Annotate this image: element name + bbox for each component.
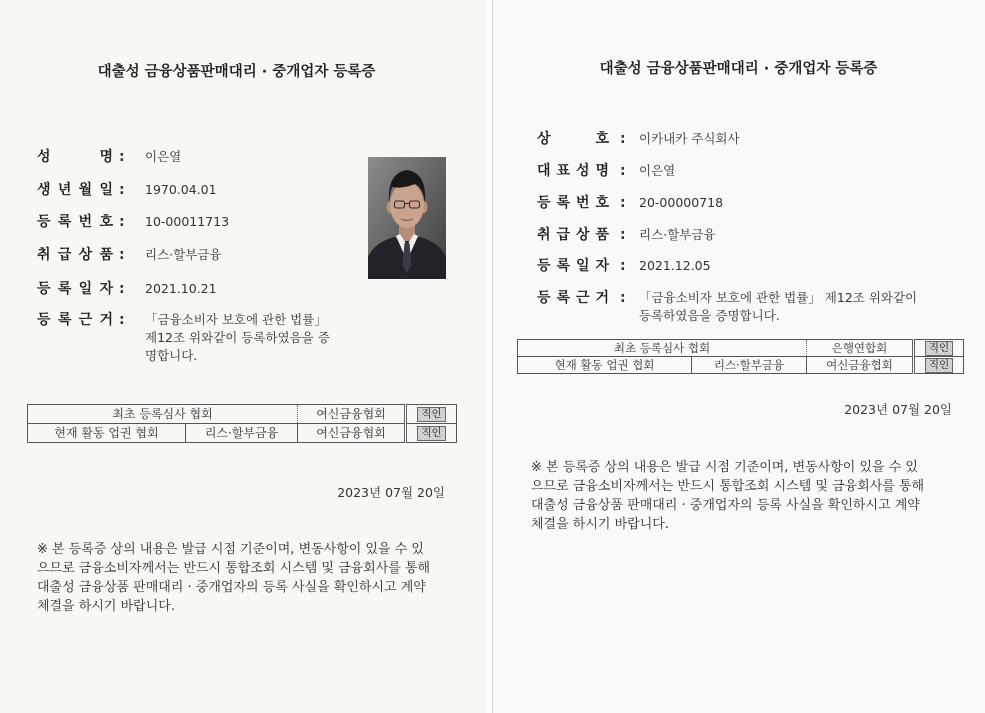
field-value xyxy=(145,311,330,365)
label-char: 생 xyxy=(37,182,51,198)
field-colon: : xyxy=(620,163,626,179)
field-value: 리스·할부금융 xyxy=(145,247,222,262)
field-registration-number xyxy=(493,193,985,213)
field-label xyxy=(537,129,609,149)
notice-line: ※ 본 등록증 상의 내용은 발급 시점 기준이며, 변동사항이 있을 수 있 xyxy=(37,542,424,557)
label-char: 록 xyxy=(556,290,571,306)
label-char: 자 xyxy=(99,281,113,297)
label-char: 월 xyxy=(78,182,93,198)
label-char: 등 xyxy=(37,312,51,328)
seal-cell xyxy=(406,405,457,424)
current-association: 여신금융협회 xyxy=(807,357,914,374)
notice-line: 으므로 금융소비자께서는 반드시 통합조회 시스템 및 금융회사를 통해 xyxy=(37,561,431,576)
seal-cell xyxy=(406,424,457,443)
label-char: 록 xyxy=(556,195,571,211)
initial-review-association: 은행연합회 xyxy=(807,340,914,357)
notice-line: 으므로 금융소비자께서는 반드시 통합조회 시스템 및 금융회사를 통해 xyxy=(531,479,925,494)
issue-date: 2023년 07월 20일 xyxy=(337,485,445,500)
field-label xyxy=(37,245,113,265)
field-representative xyxy=(493,161,985,181)
label-char: 호 xyxy=(99,214,113,230)
label-char: 자 xyxy=(595,258,609,274)
field-value: 리스·할부금융 xyxy=(639,227,716,242)
initial-review-row xyxy=(518,340,964,357)
field-label xyxy=(37,310,113,330)
field-label xyxy=(37,147,113,167)
certificate-corporate xyxy=(492,0,985,713)
notice xyxy=(37,540,477,616)
field-colon: : xyxy=(119,281,125,297)
value-line: 제12조 위와같이 등록하였음을 증 xyxy=(145,330,330,345)
label-char: 록 xyxy=(57,312,72,328)
label-char: 성 xyxy=(37,149,51,165)
label-char: 등 xyxy=(537,195,551,211)
label-char: 상 xyxy=(78,247,93,263)
label-char: 등 xyxy=(37,214,51,230)
value-line: 등록하였음을 증명합니다. xyxy=(639,308,780,323)
initial-review-label: 최초 등록심사 협회 xyxy=(28,405,298,424)
field-product xyxy=(493,225,985,245)
current-sector: 리스·할부금융 xyxy=(692,357,807,374)
label-char: 일 xyxy=(78,281,93,297)
field-registration-date xyxy=(493,256,985,276)
field-label xyxy=(37,180,113,200)
field-value: 이은열 xyxy=(145,149,182,164)
association-table xyxy=(517,339,964,374)
label-char: 등 xyxy=(537,258,551,274)
field-colon: : xyxy=(620,290,626,306)
label-char: 록 xyxy=(57,214,72,230)
label-char: 품 xyxy=(595,227,609,243)
field-value: 이카내카 주식회사 xyxy=(639,131,740,146)
field-colon: : xyxy=(119,247,125,263)
field-value: 2021.10.21 xyxy=(145,281,217,296)
field-label xyxy=(537,256,609,276)
field-label xyxy=(37,279,113,299)
label-char: 번 xyxy=(575,195,590,211)
field-legal-basis xyxy=(493,288,985,323)
label-char: 번 xyxy=(78,214,93,230)
label-char: 상 xyxy=(575,227,590,243)
current-label: 현재 활동 업권 협회 xyxy=(28,424,186,443)
field-label xyxy=(537,193,609,213)
label-char: 년 xyxy=(57,182,72,198)
field-company-name xyxy=(493,129,985,149)
field-colon: : xyxy=(620,131,626,147)
field-label xyxy=(537,288,609,308)
current-association-row xyxy=(518,357,964,374)
label-char: 등 xyxy=(37,281,51,297)
label-char: 근 xyxy=(78,312,93,328)
label-char: 거 xyxy=(595,290,609,306)
field-value xyxy=(639,289,917,325)
field-colon: : xyxy=(119,214,125,230)
field-colon: : xyxy=(620,258,626,274)
certificate-individual xyxy=(0,0,487,713)
label-char: 일 xyxy=(575,258,590,274)
seal-stamp: 직인 xyxy=(417,426,445,441)
certificate-title: 대출성 금융상품판매대리 · 중개업자 등록증 xyxy=(97,64,376,80)
value-line: 명합니다. xyxy=(145,348,198,363)
association-table xyxy=(27,404,457,443)
seal-stamp: 직인 xyxy=(925,341,953,356)
seal-cell xyxy=(914,357,964,374)
label-char: 등 xyxy=(537,290,551,306)
label-char: 거 xyxy=(99,312,113,328)
id-photo xyxy=(368,157,446,279)
current-sector: 리스·할부금융 xyxy=(186,424,298,443)
label-char: 호 xyxy=(595,195,609,211)
seal-stamp: 직인 xyxy=(925,358,953,373)
label-char: 호 xyxy=(595,131,609,147)
label-char: 록 xyxy=(556,258,571,274)
label-char: 근 xyxy=(575,290,590,306)
initial-review-label: 최초 등록심사 협회 xyxy=(518,340,807,357)
current-association-row xyxy=(28,424,457,443)
field-label xyxy=(37,212,113,232)
field-colon: : xyxy=(620,227,626,243)
notice xyxy=(531,458,976,534)
label-char: 취 xyxy=(537,227,551,243)
value-line: 「금융소비자 보호에 관한 법률」 xyxy=(145,312,327,327)
initial-review-association: 여신금융협회 xyxy=(298,405,406,424)
field-label xyxy=(537,225,609,245)
notice-line: 체결을 하시기 바랍니다. xyxy=(531,517,669,532)
seal-stamp: 직인 xyxy=(417,407,445,422)
issue-date: 2023년 07월 20일 xyxy=(844,402,952,417)
field-value: 1970.04.01 xyxy=(145,182,217,197)
field-colon: : xyxy=(119,312,125,328)
certificate-title: 대출성 금융상품판매대리 · 중개업자 등록증 xyxy=(599,61,878,77)
label-char: 대 xyxy=(537,163,551,179)
label-char: 성 xyxy=(575,163,590,179)
field-value: 2021.12.05 xyxy=(639,258,711,273)
label-char: 록 xyxy=(57,281,72,297)
seal-cell xyxy=(914,340,964,357)
label-char: 상 xyxy=(537,131,551,147)
field-value: 20-00000718 xyxy=(639,195,724,210)
label-char: 급 xyxy=(556,227,571,243)
label-char: 급 xyxy=(57,247,72,263)
label-char: 명 xyxy=(99,149,113,165)
label-char: 취 xyxy=(37,247,51,263)
label-char: 일 xyxy=(99,182,113,198)
current-label: 현재 활동 업권 협회 xyxy=(518,357,692,374)
notice-line: 체결을 하시기 바랍니다. xyxy=(37,599,175,614)
notice-line: 대출성 금융상품 판매대리 · 중개업자의 등록 사실을 확인하시고 계약 xyxy=(37,580,426,595)
initial-review-row xyxy=(28,405,457,424)
current-association: 여신금융협회 xyxy=(298,424,406,443)
field-label xyxy=(537,161,609,181)
field-colon: : xyxy=(620,195,626,211)
label-char: 표 xyxy=(556,163,571,179)
field-value: 이은열 xyxy=(639,163,676,178)
field-colon: : xyxy=(119,182,125,198)
notice-line: 대출성 금융상품 판매대리 · 중개업자의 등록 사실을 확인하시고 계약 xyxy=(531,498,920,513)
field-value: 10-00011713 xyxy=(145,214,230,229)
label-char: 명 xyxy=(595,163,609,179)
label-char: 품 xyxy=(99,247,113,263)
field-colon: : xyxy=(119,149,125,165)
notice-line: ※ 본 등록증 상의 내용은 발급 시점 기준이며, 변동사항이 있을 수 있 xyxy=(531,460,918,475)
field-registration-date xyxy=(0,279,487,299)
value-line: 「금융소비자 보호에 관한 법률」 제12조 위와같이 xyxy=(639,290,918,305)
field-legal-basis xyxy=(0,310,487,363)
